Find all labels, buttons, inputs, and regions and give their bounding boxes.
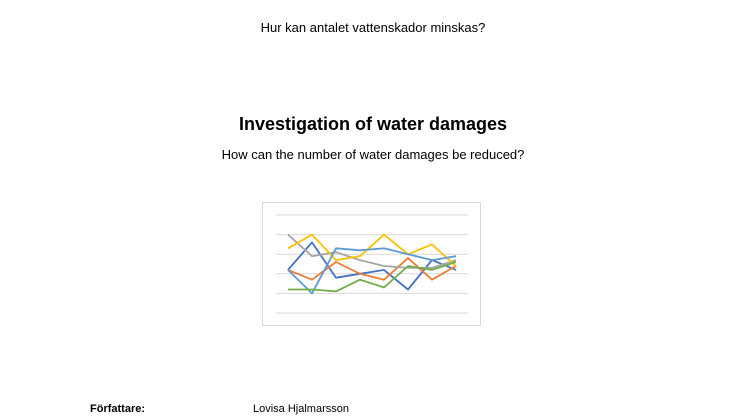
- author-name: Lovisa Hjalmarsson: [253, 403, 349, 415]
- document-title: Investigation of water damages: [238, 114, 508, 134]
- document-subtitle: How can the number of water damages be reduced?: [221, 147, 525, 162]
- chart-series-line-5: [288, 248, 456, 293]
- line-chart: [263, 203, 480, 325]
- author-label: Författare:: [90, 403, 146, 415]
- cover-chart: [262, 202, 481, 326]
- swedish-title: Hur kan antalet vattenskador minskas?: [260, 20, 486, 35]
